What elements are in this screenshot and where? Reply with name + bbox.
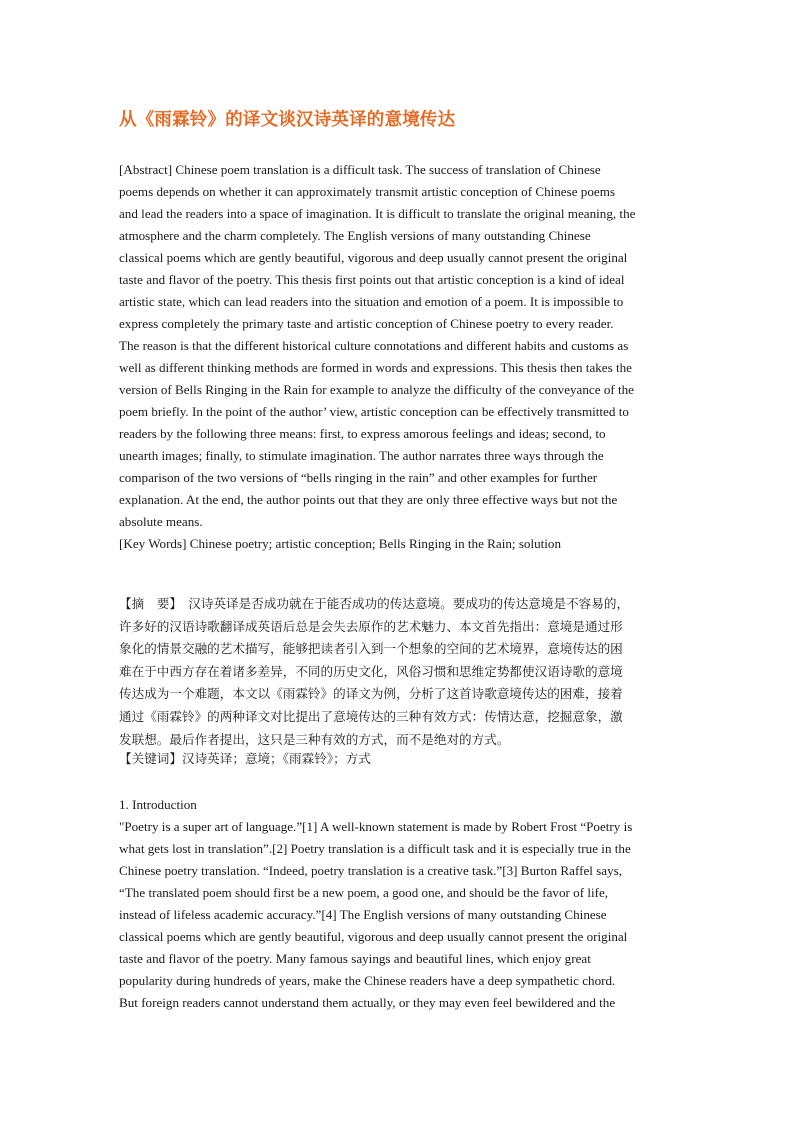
abstract-english-line: and lead the readers into a space of imagination. It is difficult to translate the original meaning, the — [119, 206, 636, 221]
introduction-line: popularity during hundreds of years, make the Chinese readers have a deep sympathetic chord. — [119, 973, 616, 988]
abstract-english-line: atmosphere and the charm completely. The English versions of many outstanding Chinese — [119, 228, 591, 243]
abstract-chinese-line: 许多好的汉语诗歌翻译成英语后总是会失去原作的艺术魅力、本文首先指出：意境是通过形 — [119, 618, 623, 634]
abstract-chinese-line: 发联想。最后作者提出，这只是三种有效的方式，而不是绝对的方式。 — [119, 731, 510, 747]
abstract-english-line: [Abstract] Chinese poem translation is a difficult task. The success of translation of Chinese — [119, 162, 601, 177]
introduction-line: classical poems which are gently beautiful, vigorous and deep usually cannot present the original — [119, 929, 628, 944]
section-heading-text: 1. Introduction — [119, 797, 197, 812]
abstract-english-line: The reason is that the different historical culture connotations and different habits and customs as — [119, 338, 629, 353]
introduction-line: taste and flavor of the poetry. Many famous sayings and beautiful lines, which enjoy great — [119, 951, 591, 966]
abstract-english-line: comparison of the two versions of “bells ringing in the rain” and other examples for further — [119, 470, 598, 485]
abstract-english — [119, 159, 675, 533]
abstract-chinese-line: 难在于中西方存在着诸多差异，不同的历史文化，风俗习惯和思维定势都使汉语诗歌的意境 — [119, 663, 623, 679]
abstract-chinese — [119, 593, 675, 751]
keywords-english-text: [Key Words] Chinese poetry; artistic conception; Bells Ringing in the Rain; solution — [119, 536, 562, 551]
abstract-english-line: poem briefly. In the point of the author’ view, artistic conception can be effectively transmitted to — [119, 404, 629, 419]
abstract-chinese-line: 通过《雨霖铃》的两种译文对比提出了意境传达的三种有效方式：传情达意，挖掘意象，激 — [119, 708, 623, 724]
abstract-english-line: classical poems which are gently beautiful, vigorous and deep usually cannot present the original — [119, 250, 628, 265]
introduction-line: Chinese poetry translation. “Indeed, poetry translation is a creative task.”[3] Burton Raffel says, — [119, 863, 622, 878]
abstract-chinese-line: 【摘 要】 汉诗英译是否成功就在于能否成功的传达意境。要成功的传达意境是不容易的， — [119, 596, 630, 611]
abstract-english-line: artistic state, which can lead readers into the situation and emotion of a poem. It is impossible to — [119, 294, 624, 309]
abstract-english-line: absolute means. — [119, 514, 203, 529]
paper-title: 从《雨霖铃》的译文谈汉诗英译的意境传达 — [119, 110, 456, 130]
abstract-english-line: well as different thinking methods are formed in words and expressions. This thesis then takes the — [119, 360, 632, 375]
introduction-line: instead of lifeless academic accuracy.”[4] The English versions of many outstanding Chinese — [119, 907, 607, 922]
abstract-english-line: readers by the following three means: first, to express amorous feelings and ideas; second, to — [119, 426, 606, 441]
keywords-chinese-text: 【关键词】汉诗英译；意境；《雨霖铃》；方式 — [119, 751, 371, 766]
introduction-line: what gets lost in translation”.[2] Poetry translation is a difficult task and it is especially true in the — [119, 841, 631, 856]
abstract-english-line: taste and flavor of the poetry. This thesis first points out that artistic conception is a kind of ideal — [119, 272, 625, 287]
introduction-line: “The translated poem should first be a new poem, a good one, and should be the favor of life, — [119, 885, 609, 900]
abstract-english-line: unearth images; finally, to stimulate imagination. The author narrates three ways through the — [119, 448, 604, 463]
abstract-english-line: poems depends on whether it can approximately transmit artistic conception of Chinese poems — [119, 184, 615, 199]
introduction-line: "Poetry is a super art of language.”[1] A well-known statement is made by Robert Frost “Poetry is — [119, 819, 633, 834]
abstract-english-line: explanation. At the end, the author points out that they are only three effective ways but not the — [119, 492, 618, 507]
introduction-body — [119, 816, 675, 1014]
abstract-chinese-line: 象化的情景交融的艺术描写，能够把读者引入到一个想象的空间的艺术境界，意境传达的困 — [119, 641, 623, 657]
section-heading-introduction — [119, 794, 675, 816]
abstract-chinese-line: 传达成为一个难题，本文以《雨霖铃》的译文为例，分析了这首诗歌意境传达的困难，接着 — [119, 686, 623, 702]
introduction-line: But foreign readers cannot understand them actually, or they may even feel bewildered and the — [119, 995, 616, 1010]
abstract-english-line: version of Bells Ringing in the Rain for example to analyze the difficulty of the conveyance of the — [119, 382, 634, 397]
abstract-english-line: express completely the primary taste and artistic conception of Chinese poetry to every reader. — [119, 316, 614, 331]
keywords-chinese — [119, 748, 675, 771]
keywords-english — [119, 533, 675, 555]
